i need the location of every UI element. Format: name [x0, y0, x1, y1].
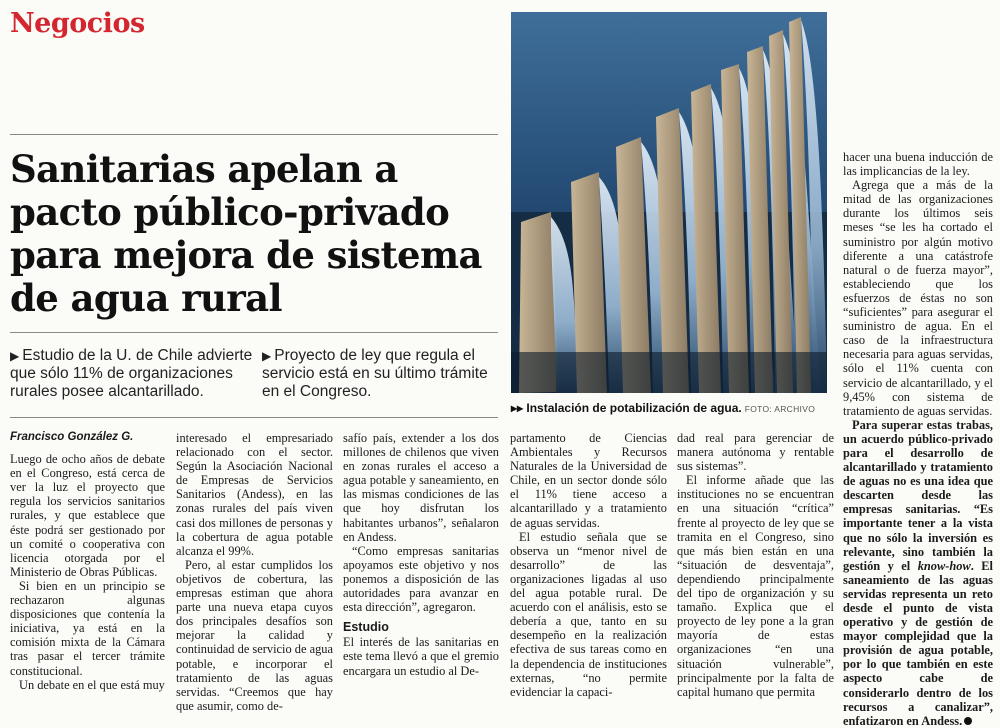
- paragraph: hacer una buena inducción de las implicancias de la ley.: [843, 150, 993, 179]
- bullet-point-1: [10, 347, 258, 401]
- section-title: Negocios: [10, 8, 145, 39]
- article-column-1: [10, 430, 165, 692]
- quote-text: Para superar estas trabas, un acuerdo público-privado para el desarrollo de alcantarillado y tratamiento de aguas no es una idea que descarten desde las empresas sanitarias. “Es importante tener a la vista que no sólo la inversión es relevante, sino también la gestión y el: [843, 417, 993, 573]
- water-treatment-photo: [511, 12, 827, 393]
- paragraph: safío país, extender a los dos millones de chilenos que viven en zonas rurales el acceso a agua potable y saneamiento, en las mismas condiciones de las que hoy disfrutan los habitantes urbanos”, señalaron en Andess.: [343, 431, 499, 544]
- double-arrow-icon: ▸▸: [511, 401, 524, 415]
- paragraph: Pero, al estar cumplidos los objetivos de cobertura, las empresas estiman que ahora parte una nueva etapa cuyos dos principales desafíos son mejorar la calidad y continuidad de servicio de agua potable, e incorporar el tratamiento de las aguas servidas. “Creemos que hay que asumir, como de-: [176, 557, 333, 713]
- subhead: Estudio: [343, 620, 389, 635]
- triangle-bullet-icon: ▶: [10, 349, 20, 363]
- article-column-6: [843, 150, 993, 728]
- paragraph: El estudio señala que se observa un “menor nivel de desarrollo” de las organizaciones ligadas al uso del agua potable rural. De acuerdo con el análisis, esto se debería a que, tanto en su desempeño en la realización efectiva de sus tareas como en la dependencia de instituciones externas, “no permite evidenciar la capaci-: [510, 529, 667, 699]
- know-how-term: know-how: [917, 558, 971, 573]
- headline-line: pacto público-privado: [10, 190, 450, 234]
- bullet-line: Estudio de la U. de Chile advierte: [22, 347, 253, 364]
- paragraph: [843, 418, 993, 728]
- paragraph: Luego de ocho años de debate en el Congreso, está cerca de ver la luz el proyecto que regula los servicios sanitarios rurales, y que establece que éste podrá ser gestionado por un comité o cooperativa con licencia otorgada por el Ministerio de Obras Públicas.: [10, 452, 165, 579]
- bullet-line: servicio está en su último trámite: [262, 365, 488, 382]
- article-column-4: [510, 431, 667, 699]
- triangle-bullet-icon: ▶: [262, 349, 272, 363]
- quote-text: . El saneamiento de las aguas servidas representa un reto desde el punto de vista operativo y de gestión de mayor complejidad que la provisión de agua potable, por lo que también en este aspecto cabe de considerarlo dentro de los recursos a canalizar”, enfatizaron en Andess.: [843, 558, 993, 728]
- byline: Francisco González G.: [10, 431, 134, 443]
- bullets-top-rule: [10, 332, 498, 333]
- headline: [10, 148, 500, 320]
- paragraph: “Como empresas sanitarias apoyamos este objetivo y nos ponemos a disposición de las autoridades para avanzar en esta dirección”, agregaron.: [343, 543, 499, 615]
- headline-line: de agua rural: [10, 276, 283, 320]
- paragraph: Agrega que a más de la mitad de las organizaciones durante los últimos seis meses “se les ha cortado el suministro por algún motivo diferente a una catástrofe natural o de fuerza mayor”, estableciendo que los esfuerzos de éstas no son “suficientes” para asegurar el suministro de agua. En el caso de la infraestructura necesaria para aguas servidas, sólo el 11% cuenta con servicio de alcantarillado, y el 9,45% con sistema de tratamiento de aguas servidas.: [843, 178, 993, 418]
- paragraph: dad real para gerenciar de manera autónoma y rentable sus sistemas”.: [677, 431, 834, 474]
- headline-line: para mejora de sistema: [10, 233, 482, 277]
- paragraph: El interés de las sanitarias en este tema llevó a que el gremio encargara un estudio al De-: [343, 635, 499, 678]
- paragraph: Si bien en un principio se rechazaron algunas disposiciones que contenía la iniciativa, ya está en la comisión mixta de la Cámara tras pasar el tercer trámite constitucional.: [10, 578, 165, 678]
- article-column-2: [176, 431, 333, 713]
- caption-text: Instalación de potabilización de agua.: [526, 401, 742, 415]
- photo-caption: [511, 401, 831, 415]
- paragraph: interesado el empresariado relacionado con el sector. Según la Asociación Nacional de Empresas de Servicios Sanitarios (Andess), en las zonas rurales del país viven casi dos millones de personas y la cobertura de agua potable alcanza el 99%.: [176, 431, 333, 558]
- bullet-line: en el Congreso.: [262, 383, 372, 400]
- bullet-line: Proyecto de ley que regula el: [274, 347, 476, 364]
- end-of-article-icon: [964, 717, 972, 725]
- headline-top-rule: [10, 134, 498, 135]
- bullet-line: rurales posee alcantarillado.: [10, 383, 204, 400]
- body-top-rule: [10, 417, 498, 418]
- headline-line: Sanitarias apelan a: [10, 147, 398, 191]
- paragraph: Un debate en el que está muy: [19, 677, 165, 692]
- article-column-5: [677, 431, 834, 699]
- bullet-point-2: [262, 347, 502, 401]
- bullet-line: que sólo 11% de organizaciones: [10, 365, 233, 382]
- article-column-3: [343, 431, 499, 678]
- photo-credit: FOTO: ARCHIVO: [744, 404, 816, 414]
- paragraph: El informe añade que las instituciones no se encuentran en una situación “crítica” frente al proyecto de ley que se tramita en el Congreso, sino que más bien están en una “situación de desventaja”, dependiendo principalmente del tipo de organización y su tamaño. Explica que el proyecto de ley pone a la gran mayoría de estas organizaciones “en una situación vulnerable”, principalmente por la falta de capital humano que permita: [677, 473, 834, 699]
- paragraph: partamento de Ciencias Ambientales y Recursos Naturales de la Universidad de Chile, en un sector donde sólo el 11% tiene acceso a alcantarillado y a tratamiento de aguas servidas.: [510, 431, 667, 530]
